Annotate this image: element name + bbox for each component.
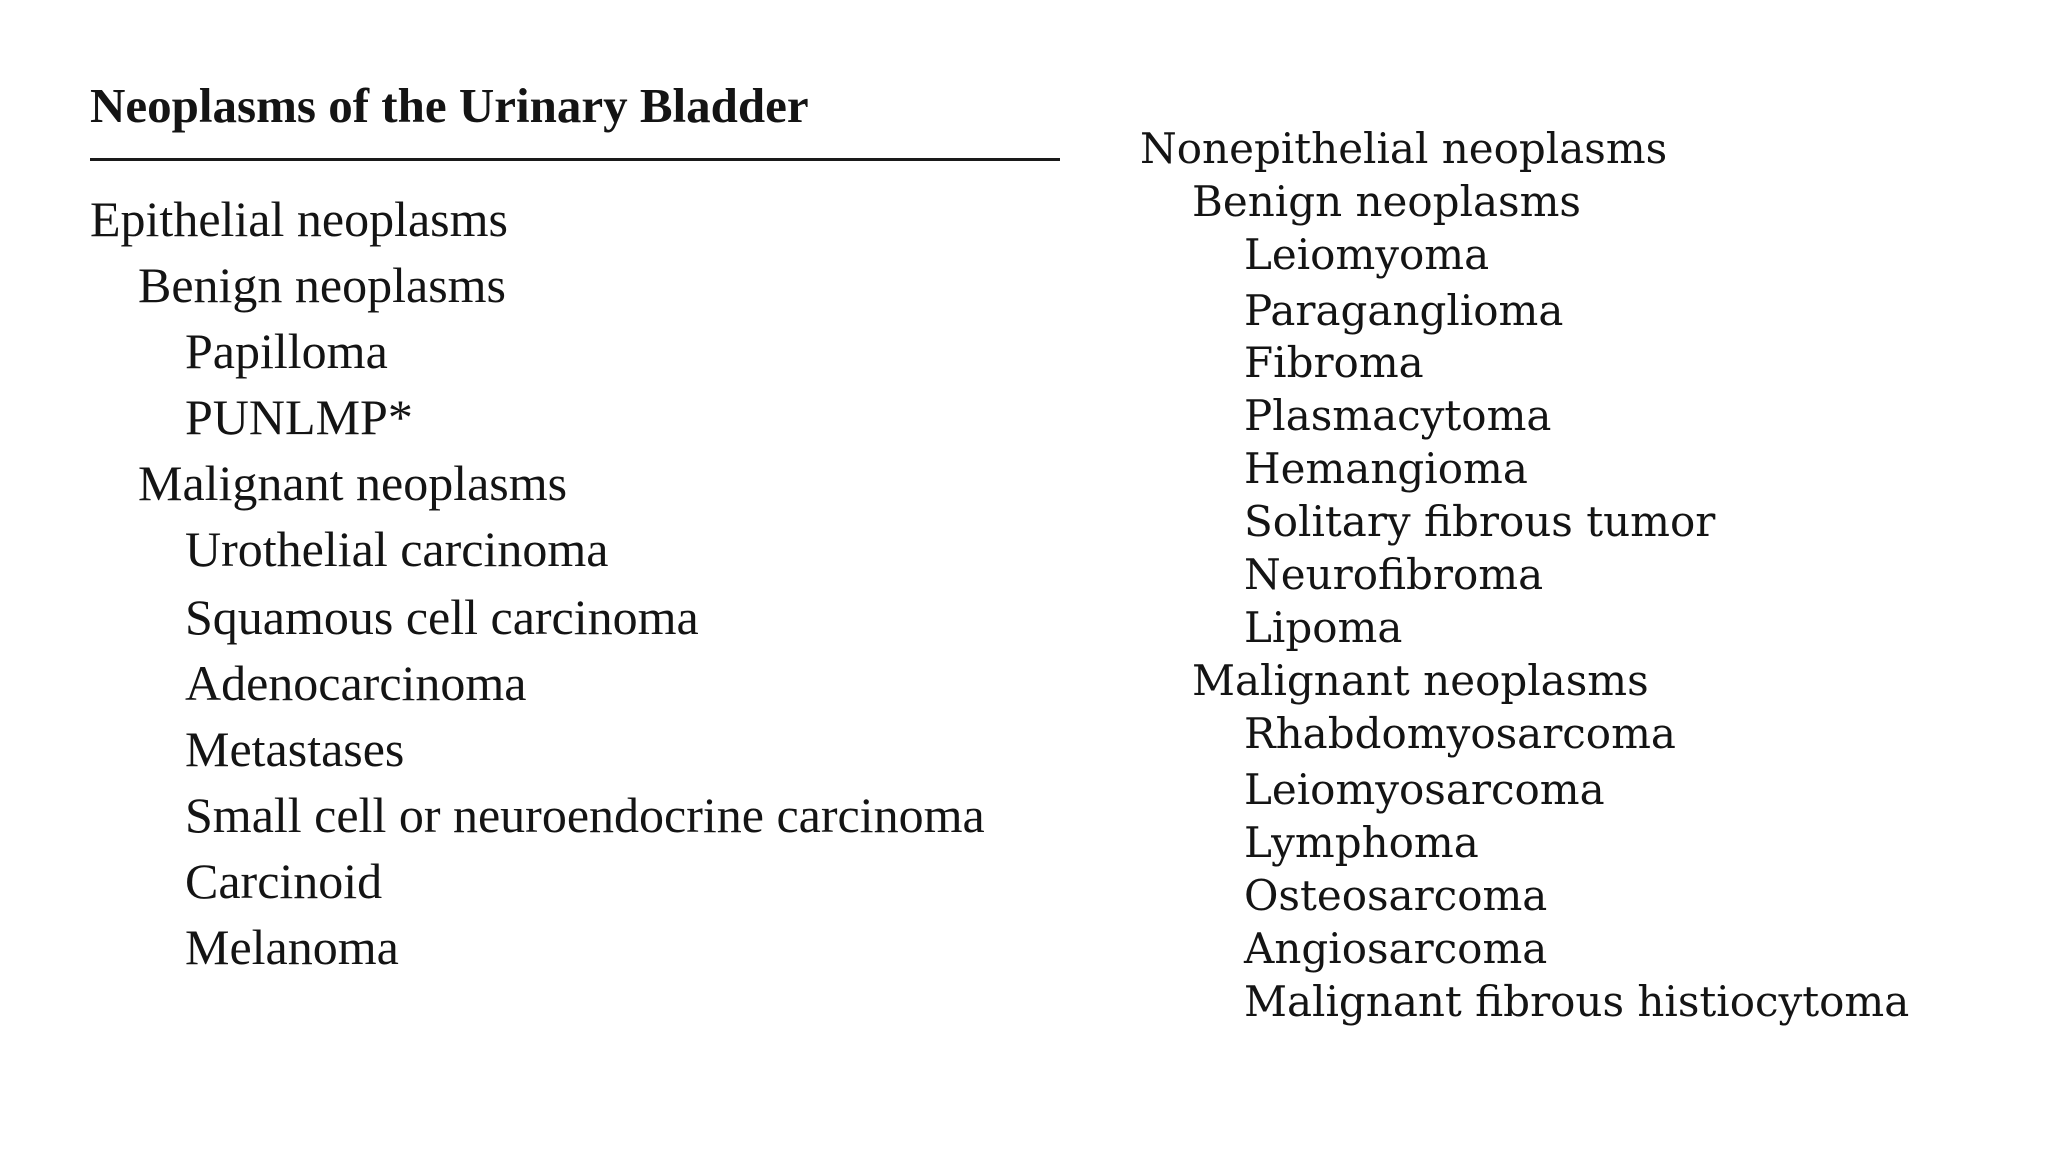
list-item: Solitary fibrous tumor: [1244, 497, 1716, 546]
epithelial-benign-label: Benign neoplasms: [138, 257, 507, 313]
title-rule: [90, 158, 1060, 161]
nonepithelial-benign-label: Benign neoplasms: [1192, 177, 1581, 226]
list-item: Metastases: [185, 721, 405, 777]
nonepithelial-malignant-label: Malignant neoplasms: [1192, 656, 1649, 705]
list-item: Neurofibroma: [1244, 550, 1544, 599]
table-title: Neoplasms of the Urinary Bladder: [90, 78, 809, 133]
list-item: Malignant fibrous histiocytoma: [1244, 977, 1910, 1026]
list-item: Rhabdomyosarcoma: [1244, 709, 1676, 758]
list-item: Hemangioma: [1244, 444, 1528, 493]
list-item: Small cell or neuroendocrine carcinoma: [185, 787, 985, 843]
list-item: Paraganglioma: [1244, 286, 1564, 335]
list-item: Angiosarcoma: [1244, 924, 1548, 973]
list-item: Osteosarcoma: [1244, 871, 1548, 920]
list-item: Leiomyoma: [1244, 230, 1490, 279]
list-item: Lymphoma: [1244, 818, 1479, 867]
list-item: Papilloma: [185, 323, 388, 379]
epithelial-malignant-label: Malignant neoplasms: [138, 455, 568, 511]
list-item: Carcinoid: [185, 853, 383, 909]
list-item: Leiomyosarcoma: [1244, 765, 1605, 814]
list-item: Squamous cell carcinoma: [185, 589, 699, 645]
list-item: Urothelial carcinoma: [185, 521, 609, 577]
list-item: PUNLMP*: [185, 389, 413, 445]
list-item: Plasmacytoma: [1244, 391, 1552, 440]
nonepithelial-heading: Nonepithelial neoplasms: [1140, 124, 1668, 173]
list-item: Adenocarcinoma: [185, 655, 527, 711]
list-item: Fibroma: [1244, 338, 1424, 387]
list-item: Melanoma: [185, 919, 399, 975]
epithelial-heading: Epithelial neoplasms: [90, 191, 508, 247]
list-item: Lipoma: [1244, 603, 1403, 652]
